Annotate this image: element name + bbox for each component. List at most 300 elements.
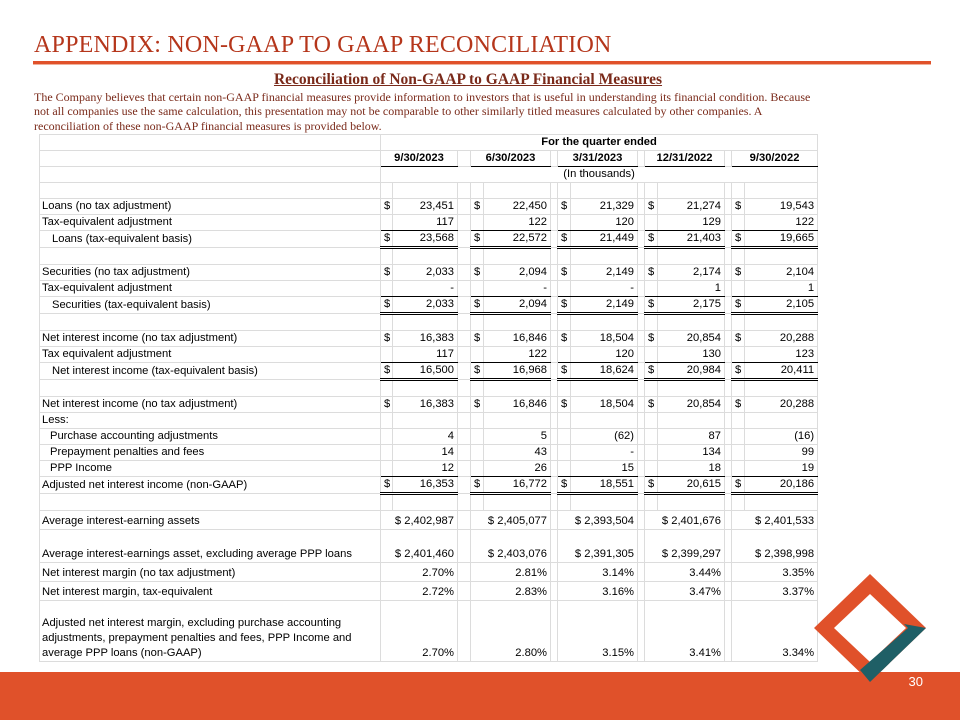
currency-sign: $ (558, 199, 571, 215)
currency-sign: $ (558, 231, 571, 248)
row-label: Net interest margin (no tax adjustment) (40, 563, 381, 582)
section-subtitle: Reconciliation of Non-GAAP to GAAP Financial Measures (273, 71, 663, 88)
currency-sign: $ (645, 265, 658, 281)
gutter-cell (551, 281, 558, 297)
gutter-cell (458, 511, 471, 530)
value-cell: 4 (393, 429, 458, 445)
value-cell: 2,094 (484, 297, 551, 314)
header-blank (40, 167, 381, 183)
gutter-cell (458, 413, 471, 429)
row-label: Loans (no tax adjustment) (40, 199, 381, 215)
gutter-cell (725, 363, 732, 380)
spacer-cell (551, 494, 558, 511)
value-cell (658, 413, 725, 429)
spacer-cell (658, 248, 725, 265)
column-header: 6/30/2023 (471, 151, 551, 167)
value-cell: 19 (745, 461, 818, 477)
row-label: Loans (tax-equivalent basis) (40, 231, 381, 248)
value-cell: 12 (393, 461, 458, 477)
spacer-cell (658, 314, 725, 331)
currency-sign: $ (645, 199, 658, 215)
value-cell: 20,186 (745, 477, 818, 494)
gutter-cell (551, 231, 558, 248)
value-cell: 43 (484, 445, 551, 461)
value-cell: 130 (658, 347, 725, 363)
gutter-cell (458, 151, 471, 167)
currency-sign (558, 461, 571, 477)
spacer-cell (393, 248, 458, 265)
currency-sign (645, 445, 658, 461)
currency-sign: $ (471, 231, 484, 248)
gutter-cell (458, 231, 471, 248)
value-cell: 120 (571, 215, 638, 231)
gutter-cell (725, 151, 732, 167)
currency-sign (732, 281, 745, 297)
gutter-cell (458, 477, 471, 494)
spacer-cell (745, 380, 818, 397)
gutter-cell (638, 429, 645, 445)
value-cell: 87 (658, 429, 725, 445)
value-cell: 16,968 (484, 363, 551, 380)
currency-sign: $ (471, 265, 484, 281)
value-cell: 1 (658, 281, 725, 297)
value-cell: 22,450 (484, 199, 551, 215)
gutter-cell (638, 511, 645, 530)
spacer-cell (645, 314, 658, 331)
intro-paragraph: The Company believes that certain non-GAAP financial measures provide information to investors that is useful in understanding its financial condition. Because not all companies use the same calculation, this presentation may not be comparable to other similarly titled measures calculated by other companies. A reconciliation of these non-GAAP financial measures is provided below. (34, 90, 811, 133)
value-cell: 3.41% (645, 601, 725, 662)
gutter-cell (551, 601, 558, 662)
currency-sign (471, 347, 484, 363)
gutter-cell (551, 297, 558, 314)
gutter-cell (638, 413, 645, 429)
currency-sign (558, 445, 571, 461)
value-cell: 18,624 (571, 363, 638, 380)
gutter-cell (551, 331, 558, 347)
currency-sign (471, 461, 484, 477)
gutter-cell (725, 429, 732, 445)
spacer-cell (381, 380, 393, 397)
header-blank (40, 135, 381, 151)
value-cell: 2,149 (571, 297, 638, 314)
value-cell: 3.47% (645, 582, 725, 601)
currency-sign: $ (645, 231, 658, 248)
spacer-cell (471, 380, 484, 397)
spacer-cell (732, 183, 745, 199)
gutter-cell (458, 429, 471, 445)
currency-sign (732, 413, 745, 429)
currency-sign: $ (645, 331, 658, 347)
value-cell: 23,451 (393, 199, 458, 215)
value-cell: 20,984 (658, 363, 725, 380)
gutter-cell (458, 347, 471, 363)
value-cell: $ 2,393,504 (558, 511, 638, 530)
gutter-cell (725, 297, 732, 314)
spacer-cell (638, 380, 645, 397)
gutter-cell (551, 563, 558, 582)
gutter-cell (725, 231, 732, 248)
spacer-cell (558, 494, 571, 511)
value-cell: 16,846 (484, 397, 551, 413)
spacer-cell (745, 183, 818, 199)
spacer-cell (471, 248, 484, 265)
spacer-cell (471, 314, 484, 331)
gutter-cell (638, 151, 645, 167)
currency-sign (471, 281, 484, 297)
value-cell: 19,665 (745, 231, 818, 248)
row-less (40, 413, 818, 429)
spacer-cell (558, 380, 571, 397)
value-cell: 3.14% (558, 563, 638, 582)
gutter-cell (638, 530, 645, 563)
spacer-cell (471, 494, 484, 511)
spacer-cell (745, 248, 818, 265)
currency-sign: $ (732, 231, 745, 248)
gutter-cell (458, 297, 471, 314)
gutter-cell (458, 265, 471, 281)
gutter-cell (725, 445, 732, 461)
value-cell: 16,772 (484, 477, 551, 494)
gutter-cell (551, 199, 558, 215)
spacer-cell (381, 494, 393, 511)
spacer-cell (558, 248, 571, 265)
gutter-cell (551, 530, 558, 563)
value-cell: 3.16% (558, 582, 638, 601)
currency-sign (381, 429, 393, 445)
row-label: Net interest income (no tax adjustment) (40, 331, 381, 347)
gutter-cell (638, 563, 645, 582)
currency-sign (645, 281, 658, 297)
gutter-cell (725, 477, 732, 494)
row-nii-te (40, 363, 818, 380)
value-cell: 26 (484, 461, 551, 477)
spacer-cell (638, 183, 645, 199)
spacer-cell (393, 380, 458, 397)
currency-sign (732, 429, 745, 445)
spacer-cell (725, 494, 732, 511)
value-cell: 18,504 (571, 331, 638, 347)
spacer-cell (732, 494, 745, 511)
currency-sign: $ (471, 199, 484, 215)
value-cell: 122 (484, 215, 551, 231)
spacer-cell (745, 494, 818, 511)
gutter-cell (551, 477, 558, 494)
gutter-cell (551, 265, 558, 281)
value-cell: $ 2,399,297 (645, 530, 725, 563)
row-loans-no-tax (40, 199, 818, 215)
gutter-cell (638, 331, 645, 347)
column-header: 3/31/2023 (558, 151, 638, 167)
value-cell: 20,288 (745, 397, 818, 413)
column-header: 12/31/2022 (645, 151, 725, 167)
currency-sign: $ (732, 363, 745, 380)
value-cell: 2,149 (571, 265, 638, 281)
reconciliation-table (39, 134, 818, 662)
gutter-cell (551, 445, 558, 461)
spacer-cell (381, 248, 393, 265)
value-cell: 3.37% (732, 582, 818, 601)
row-label: Purchase accounting adjustments (40, 429, 381, 445)
value-cell: 3.34% (732, 601, 818, 662)
value-cell: 1 (745, 281, 818, 297)
row-nii-no-tax2 (40, 397, 818, 413)
currency-sign (732, 461, 745, 477)
spacer-cell (725, 248, 732, 265)
value-cell: 120 (571, 347, 638, 363)
gutter-cell (551, 215, 558, 231)
spacer-cell (571, 380, 638, 397)
currency-sign: $ (471, 477, 484, 494)
currency-sign: $ (732, 477, 745, 494)
value-cell: 20,854 (658, 331, 725, 347)
spacer-cell (458, 380, 471, 397)
currency-sign: $ (381, 477, 393, 494)
value-cell: 129 (658, 215, 725, 231)
spacer-cell (551, 183, 558, 199)
row-label: Tax equivalent adjustment (40, 347, 381, 363)
page-title: APPENDIX: NON-GAAP TO GAAP RECONCILIATION (34, 32, 612, 58)
gutter-cell (458, 530, 471, 563)
currency-sign: $ (558, 331, 571, 347)
gutter-cell (638, 199, 645, 215)
spacer-cell (645, 494, 658, 511)
gutter-cell (551, 363, 558, 380)
value-cell: 20,411 (745, 363, 818, 380)
value-cell: 2,033 (393, 265, 458, 281)
spacer-cell (484, 183, 551, 199)
value-cell: 3.44% (645, 563, 725, 582)
gutter-cell (638, 477, 645, 494)
row-label: Average interest-earning assets (40, 511, 381, 530)
spacer-cell (571, 248, 638, 265)
gutter-cell (551, 511, 558, 530)
gutter-cell (638, 265, 645, 281)
spacer-cell (393, 314, 458, 331)
gutter-cell (458, 563, 471, 582)
row-nim-te (40, 582, 818, 601)
currency-sign: $ (558, 363, 571, 380)
value-cell: 2,105 (745, 297, 818, 314)
value-cell: 2.70% (381, 563, 458, 582)
gutter-cell (458, 215, 471, 231)
gutter-cell (725, 563, 732, 582)
value-cell: 18 (658, 461, 725, 477)
row-label: Securities (tax-equivalent basis) (40, 297, 381, 314)
value-cell: 2,094 (484, 265, 551, 281)
currency-sign (732, 215, 745, 231)
spacer-cell (638, 494, 645, 511)
currency-sign (558, 413, 571, 429)
currency-sign (645, 461, 658, 477)
currency-sign: $ (732, 265, 745, 281)
gutter-cell (551, 397, 558, 413)
spacer-cell (732, 380, 745, 397)
spacer-cell (658, 183, 725, 199)
spacer-cell (40, 380, 381, 397)
row-ppp-income (40, 461, 818, 477)
value-cell: $ 2,405,077 (471, 511, 551, 530)
value-cell: 2,175 (658, 297, 725, 314)
value-cell: 3.15% (558, 601, 638, 662)
gutter-cell (638, 215, 645, 231)
spacer-cell (745, 314, 818, 331)
row-label: Net interest income (no tax adjustment) (40, 397, 381, 413)
value-cell: 20,288 (745, 331, 818, 347)
currency-sign: $ (381, 331, 393, 347)
gutter-cell (638, 445, 645, 461)
spacer-cell (458, 314, 471, 331)
row-nii-no-tax (40, 331, 818, 347)
value-cell: 123 (745, 347, 818, 363)
currency-sign (645, 413, 658, 429)
value-cell: - (393, 281, 458, 297)
currency-sign: $ (645, 363, 658, 380)
currency-sign: $ (381, 363, 393, 380)
currency-sign: $ (381, 397, 393, 413)
spacer-cell (558, 314, 571, 331)
header-dates-row (40, 151, 818, 167)
row-label: Less: (40, 413, 381, 429)
currency-sign: $ (558, 297, 571, 314)
row-label: Net interest income (tax-equivalent basis) (40, 363, 381, 380)
value-cell: 122 (484, 347, 551, 363)
page-number: 30 (908, 674, 923, 689)
gutter-cell (638, 347, 645, 363)
currency-sign: $ (381, 231, 393, 248)
spacer-cell (638, 248, 645, 265)
row-avg-iea (40, 511, 818, 530)
period-header: For the quarter ended (381, 135, 818, 151)
spacer-cell (484, 380, 551, 397)
header-blank (40, 151, 381, 167)
value-cell: 21,403 (658, 231, 725, 248)
spacer-cell (381, 183, 393, 199)
currency-sign (645, 429, 658, 445)
gutter-cell (638, 397, 645, 413)
spacer-cell (571, 494, 638, 511)
currency-sign: $ (381, 265, 393, 281)
currency-sign (471, 429, 484, 445)
spacer-cell (645, 248, 658, 265)
spacer-cell (638, 314, 645, 331)
spacer-cell (571, 183, 638, 199)
value-cell: 21,329 (571, 199, 638, 215)
row-purchase-acct (40, 429, 818, 445)
value-cell: 19,543 (745, 199, 818, 215)
gutter-cell (725, 461, 732, 477)
currency-sign (381, 413, 393, 429)
row-nim (40, 563, 818, 582)
currency-sign (381, 461, 393, 477)
row-adj-nim (40, 601, 818, 662)
currency-sign: $ (381, 199, 393, 215)
currency-sign: $ (732, 199, 745, 215)
spacer-cell (725, 314, 732, 331)
currency-sign: $ (645, 297, 658, 314)
spacer-cell (551, 314, 558, 331)
value-cell: 2,033 (393, 297, 458, 314)
header-units-row (40, 167, 818, 183)
gutter-cell (458, 281, 471, 297)
value-cell: - (571, 281, 638, 297)
value-cell: 122 (745, 215, 818, 231)
currency-sign (645, 347, 658, 363)
currency-sign (732, 445, 745, 461)
spacer-cell (40, 183, 381, 199)
currency-sign: $ (558, 477, 571, 494)
currency-sign: $ (558, 265, 571, 281)
spacer-cell (458, 183, 471, 199)
gutter-cell (638, 231, 645, 248)
currency-sign: $ (471, 297, 484, 314)
value-cell (484, 413, 551, 429)
currency-sign (381, 347, 393, 363)
row-label: Prepayment penalties and fees (40, 445, 381, 461)
spacer-row (40, 183, 818, 199)
value-cell: 2.81% (471, 563, 551, 582)
row-prepay (40, 445, 818, 461)
value-cell: 16,500 (393, 363, 458, 380)
gutter-cell (725, 511, 732, 530)
spacer-row (40, 380, 818, 397)
spacer-cell (458, 248, 471, 265)
currency-sign: $ (732, 331, 745, 347)
currency-sign (558, 429, 571, 445)
currency-sign (381, 445, 393, 461)
column-header: 9/30/2022 (732, 151, 818, 167)
currency-sign (645, 215, 658, 231)
value-cell (393, 413, 458, 429)
gutter-cell (638, 601, 645, 662)
gutter-cell (725, 215, 732, 231)
currency-sign: $ (732, 297, 745, 314)
header-period-row (40, 135, 818, 151)
currency-sign (558, 281, 571, 297)
spacer-cell (558, 183, 571, 199)
value-cell: 2,104 (745, 265, 818, 281)
spacer-cell (471, 183, 484, 199)
gutter-cell (725, 397, 732, 413)
value-cell: 22,572 (484, 231, 551, 248)
spacer-cell (381, 314, 393, 331)
column-header: 9/30/2023 (381, 151, 458, 167)
gutter-cell (458, 363, 471, 380)
gutter-cell (638, 363, 645, 380)
row-adj-nii (40, 477, 818, 494)
currency-sign: $ (471, 331, 484, 347)
value-cell: 2.70% (381, 601, 458, 662)
value-cell: 21,449 (571, 231, 638, 248)
currency-sign (381, 281, 393, 297)
gutter-cell (725, 582, 732, 601)
gutter-cell (725, 199, 732, 215)
gutter-cell (638, 297, 645, 314)
spacer-cell (725, 183, 732, 199)
gutter-cell (725, 413, 732, 429)
value-cell: 23,568 (393, 231, 458, 248)
value-cell: 16,383 (393, 331, 458, 347)
value-cell: 20,854 (658, 397, 725, 413)
gutter-cell (725, 331, 732, 347)
currency-sign: $ (645, 397, 658, 413)
currency-sign (471, 413, 484, 429)
value-cell: (62) (571, 429, 638, 445)
gutter-cell (725, 601, 732, 662)
gutter-cell (638, 582, 645, 601)
value-cell: 2.72% (381, 582, 458, 601)
gutter-cell (551, 413, 558, 429)
gutter-cell (458, 582, 471, 601)
